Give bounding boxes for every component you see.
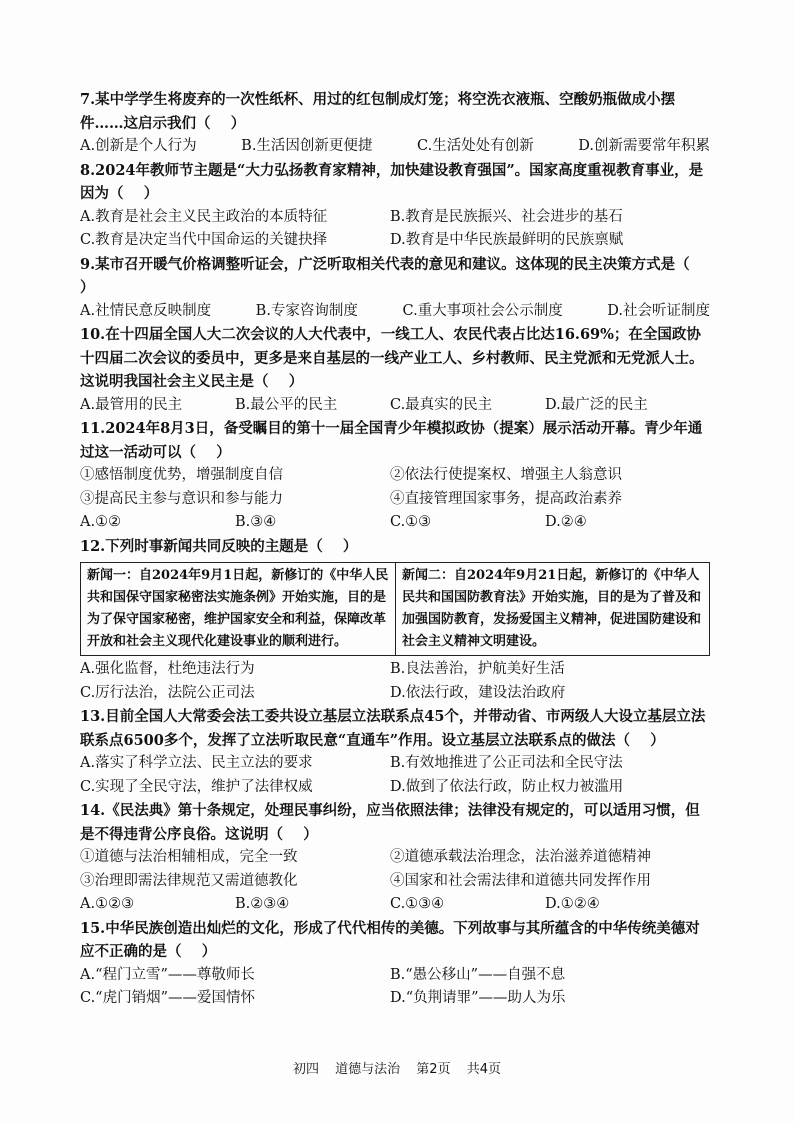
footer-subject: 道德与法治 bbox=[335, 1062, 401, 1077]
option-c: C.厉行法治，法院公正司法 bbox=[80, 684, 255, 701]
question-sheet bbox=[80, 88, 710, 1011]
statement-3: ③治理即需法律规范又需道德教化 bbox=[80, 872, 298, 889]
statement-1: ①道德与法治相辅相成，完全一致 bbox=[80, 849, 298, 865]
option-a: A.教育是社会主义民主政治的本质特征 bbox=[80, 208, 328, 225]
option-c: C.生活处处有创新 bbox=[417, 138, 534, 154]
question-stem: 12.下列时事新闻共同反映的主题是（ ） bbox=[80, 537, 358, 555]
question-stem: 10.在十四届全国人大二次会议的人大代表中，一线工人、农民代表占比达16.69%；在全国政协十四届二次会议的委员中，更多是来自基层的一线产业工人、乡村教师、民主党派和无党派人士。这说明我国社会主义民主是（ ） bbox=[80, 326, 704, 390]
question-stem: 8.2024年教师节主题是“大力弘扬教育家精神，加快建设教育强国”。国家高度重视教育事业，是因为（ ） bbox=[80, 161, 704, 202]
answer-options bbox=[80, 394, 710, 418]
statement-2: ②道德承载法治理念，法治滋养道德精神 bbox=[390, 849, 651, 865]
answer-options bbox=[80, 964, 710, 1011]
question-13 bbox=[80, 705, 710, 799]
option-a: A.最管用的民主 bbox=[80, 396, 183, 413]
option-d: D.做到了依法行政，防止权力被滥用 bbox=[390, 778, 624, 795]
statement-1: ①感悟制度优势，增强制度自信 bbox=[80, 467, 283, 483]
option-d: D.依法行政，建设法治政府 bbox=[390, 684, 566, 701]
option-a: A.“程门立雪”——尊敬师长 bbox=[80, 966, 255, 983]
answer-options bbox=[80, 893, 710, 917]
question-14 bbox=[80, 799, 710, 917]
answer-options bbox=[80, 752, 710, 799]
statement-4: ④国家和社会需法律和道德共同发挥作用 bbox=[390, 872, 651, 889]
question-stem: 14.《民法典》第十条规定，处理民事纠纷，应当依照法律；法律没有规定的，可以适用习惯，但是不得违背公序良俗。这说明（ ） bbox=[80, 802, 700, 843]
statement-2: ②依法行使提案权、增强主人翁意识 bbox=[390, 467, 622, 483]
statement-4: ④直接管理国家事务，提高政治素养 bbox=[390, 490, 622, 507]
option-d: D.创新需要常年积累 bbox=[578, 138, 710, 154]
news-box bbox=[80, 562, 710, 656]
question-stem: 15.中华民族创造出灿烂的文化，形成了代代相传的美德。下列故事与其所蕴含的中华传统美德对应不正确的是（ ） bbox=[80, 919, 700, 960]
option-a: A.创新是个人行为 bbox=[80, 138, 197, 154]
option-c: C.实现了全民守法，维护了法律权威 bbox=[80, 778, 313, 795]
answer-options bbox=[80, 658, 710, 705]
footer-page-number: 第2页 bbox=[416, 1062, 451, 1077]
option-b: B.②③④ bbox=[235, 896, 290, 912]
answer-options bbox=[80, 511, 710, 535]
answer-options bbox=[80, 300, 710, 324]
option-b: B.良法善治，护航美好生活 bbox=[390, 661, 565, 677]
option-d: D.社会听证制度 bbox=[607, 302, 710, 319]
option-d: D.“负荆请罪”——助人为乐 bbox=[390, 990, 566, 1006]
question-stem: 9.某市召开暖气价格调整听证会，广泛听取相关代表的意见和建议。这体现的民主决策方式是（ ） bbox=[80, 255, 710, 296]
option-c: C.“虎门销烟”——爱国情怀 bbox=[80, 990, 256, 1006]
option-a: A.①② bbox=[80, 514, 122, 530]
question-11 bbox=[80, 417, 710, 535]
page-footer bbox=[0, 1058, 794, 1077]
option-b: B.专家咨询制度 bbox=[255, 302, 358, 319]
option-d: D.最广泛的民主 bbox=[545, 396, 648, 413]
statement-items bbox=[80, 846, 710, 893]
statement-items bbox=[80, 464, 710, 511]
option-a: A.强化监督，杜绝违法行为 bbox=[80, 661, 255, 677]
news-item-2: 新闻二：自2024年9月21日起，新修订的《中华人民共和国国防教育法》开始实施，目的是为了普及和加强国防教育，发扬爱国主义精神，促进国防建设和社会主义精神文明建设。 bbox=[395, 563, 709, 655]
question-12 bbox=[80, 535, 710, 706]
question-stem: 7.某中学学生将废弃的一次性纸杯、用过的红包制成灯笼；将空洗衣液瓶、空酸奶瓶做成小摆件……这启示我们（ ） bbox=[80, 91, 676, 132]
option-c: C.最真实的民主 bbox=[390, 396, 493, 413]
question-8 bbox=[80, 159, 710, 253]
footer-total-pages: 共4页 bbox=[466, 1062, 501, 1077]
option-b: B.生活因创新更便捷 bbox=[241, 138, 373, 154]
question-stem: 13.目前全国人大常委会法工委共设立基层立法联系点45个，并带动省、市两级人大设立基层立法联系点6500多个，发挥了立法听取民意“直通车”作用。设立基层立法联系点的做法（ ） bbox=[80, 708, 706, 749]
option-b: B.有效地推进了公正司法和全民守法 bbox=[390, 755, 623, 771]
footer-grade: 初四 bbox=[292, 1062, 319, 1077]
question-9 bbox=[80, 253, 710, 324]
option-b: B.“愚公移山”——自强不息 bbox=[390, 966, 566, 983]
option-b: B.教育是民族振兴、社会进步的基石 bbox=[390, 208, 623, 225]
question-15 bbox=[80, 917, 710, 1011]
option-c: C.教育是决定当代中国命运的关键抉择 bbox=[80, 232, 328, 248]
option-b: B.最公平的民主 bbox=[235, 396, 338, 413]
news-item-1: 新闻一：自2024年9月1日起，新修订的《中华人民共和国保守国家秘密法实施条例》开始实施，目的是为了保守国家秘密，维护国家安全和利益，保障改革开放和社会主义现代化建设事业的顺利进行。 bbox=[87, 568, 389, 649]
option-c: C.①③④ bbox=[390, 896, 445, 912]
option-c: C.重大事项社会公示制度 bbox=[402, 302, 563, 319]
option-a: A.落实了科学立法、民主立法的要求 bbox=[80, 755, 313, 771]
option-a: A.社情民意反映制度 bbox=[80, 302, 212, 319]
option-b: B.③④ bbox=[235, 514, 277, 530]
answer-options bbox=[80, 135, 710, 159]
option-d: D.①②④ bbox=[545, 896, 600, 912]
question-stem: 11.2024年8月3日，备受瞩目的第十一届全国青少年模拟政协（提案）展示活动开幕。青少年通过这一活动可以（ ） bbox=[80, 420, 703, 461]
question-10 bbox=[80, 323, 710, 417]
statement-3: ③提高民主参与意识和参与能力 bbox=[80, 490, 283, 507]
option-a: A.①②③ bbox=[80, 896, 135, 912]
option-d: D.教育是中华民族最鲜明的民族禀赋 bbox=[390, 232, 624, 248]
option-c: C.①③ bbox=[390, 514, 432, 530]
option-d: D.②④ bbox=[545, 514, 587, 530]
answer-options bbox=[80, 206, 710, 253]
question-7 bbox=[80, 88, 710, 159]
